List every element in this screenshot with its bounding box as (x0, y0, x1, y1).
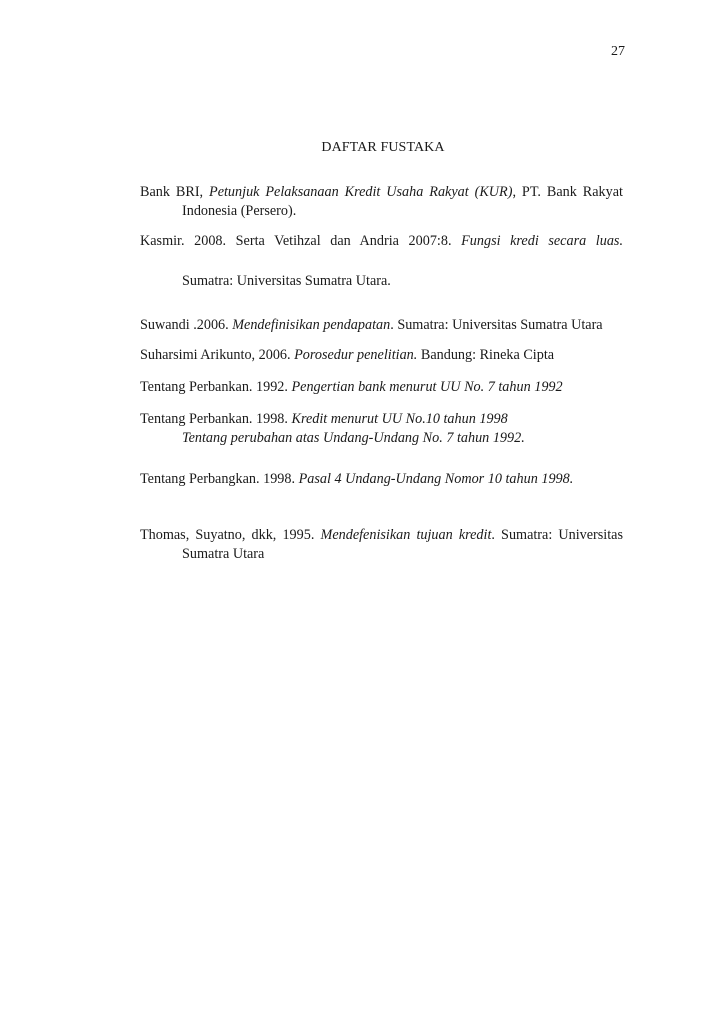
reference-title: Pasal 4 Undang-Undang Nomor 10 tahun 1998. (298, 471, 574, 487)
reference-text: Bank BRI, (140, 184, 210, 200)
reference-text: , PT. Bank Rakyat (512, 184, 623, 200)
reference-title: Petunjuk Pelaksanaan Kredit Usaha Rakyat (KUR) (209, 184, 513, 200)
reference-line: Sumatra: Universitas Sumatra Utara. (182, 273, 391, 289)
reference-entry (140, 378, 623, 397)
reference-entry (140, 316, 623, 335)
reference-text: Tentang Perbangkan. 1998. (140, 471, 299, 487)
reference-title: Mendefinisikan pendapatan (232, 317, 391, 333)
reference-title: Tentang perubahan atas Undang-Undang No. 7 tahun 1992. (182, 430, 525, 446)
reference-line (140, 232, 623, 251)
reference-line (140, 346, 623, 365)
reference-title: Kredit menurut UU No.10 tahun 1998 (291, 411, 508, 427)
reference-line (140, 470, 623, 489)
reference-text: . Sumatra: Universitas (491, 527, 624, 543)
reference-entry (140, 232, 623, 251)
reference-title: Porosedur penelitian. (294, 347, 418, 363)
reference-line (140, 316, 623, 335)
reference-title: Pengertian bank menurut UU No. 7 tahun 1992 (291, 379, 563, 395)
page-title: DAFTAR FUSTAKA (321, 140, 445, 155)
reference-text: Tentang Perbankan. 1992. (140, 379, 292, 395)
reference-title: Fungsi kredi secara luas. (461, 233, 623, 249)
reference-text: Thomas, Suyatno, dkk, 1995. (140, 527, 321, 543)
reference-text: Kasmir. 2008. Serta Vetihzal dan Andria 2007:8. (140, 233, 462, 249)
reference-line (140, 378, 623, 397)
reference-text: Suharsimi Arikunto, 2006. (140, 347, 295, 363)
reference-entry (140, 346, 623, 365)
reference-text: Suwandi .2006. (140, 317, 233, 333)
reference-line (140, 410, 623, 429)
reference-line: Indonesia (Persero). (182, 203, 297, 219)
reference-line: Sumatra Utara (182, 546, 265, 562)
reference-line (140, 526, 623, 545)
reference-entry (140, 526, 623, 564)
reference-text: Bandung: Rineka Cipta (417, 347, 555, 363)
reference-entry (140, 410, 623, 448)
reference-entry-continuation (140, 272, 623, 291)
reference-text: Tentang Perbankan. 1998. (140, 411, 292, 427)
page-number: 27 (611, 44, 625, 59)
reference-title: Mendefenisikan tujuan kredit (320, 527, 492, 543)
reference-line (140, 183, 623, 202)
reference-line (140, 429, 623, 448)
reference-text: . Sumatra: Universitas Sumatra Utara (390, 317, 603, 333)
reference-entry (140, 183, 623, 221)
reference-entry (140, 470, 623, 489)
